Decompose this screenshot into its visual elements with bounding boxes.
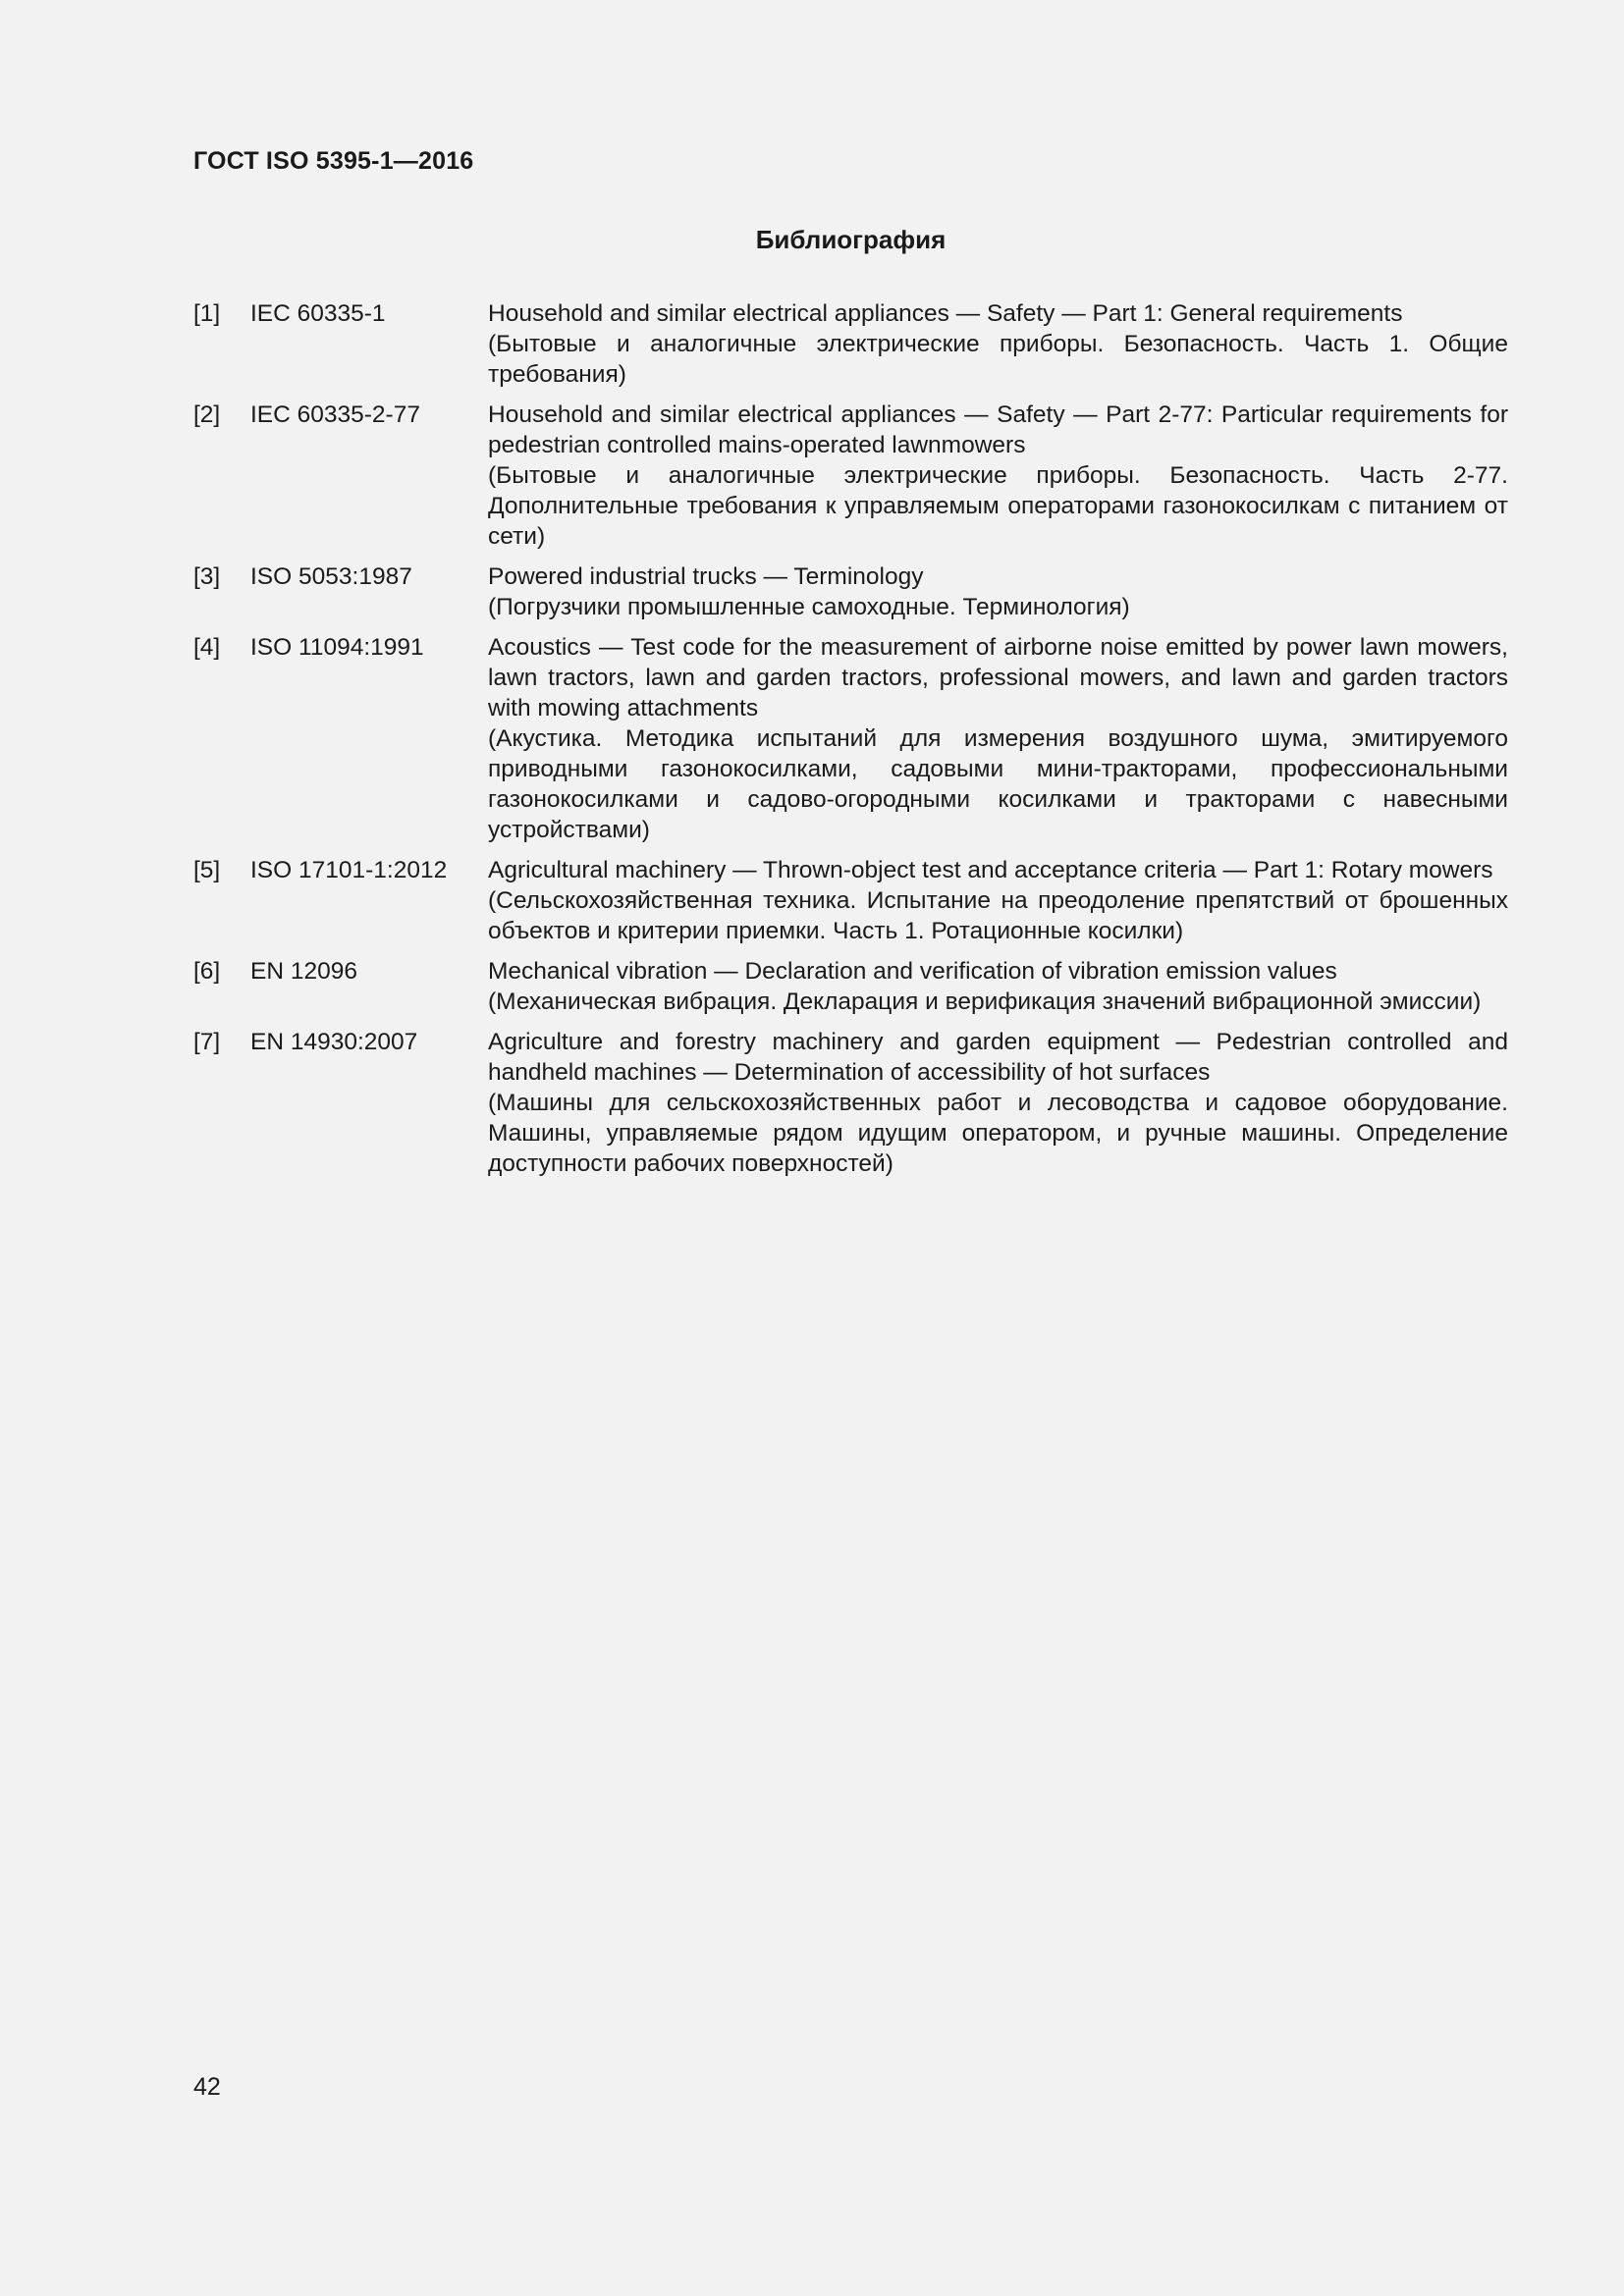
title-english: Household and similar electrical appliances — Safety — Part 2-77: Particular requirements for pedestrian controlled mains-operated lawnmowers xyxy=(488,401,1508,458)
title-english: Acoustics — Test code for the measurement of airborne noise emitted by power lawn mowers, lawn tractors, lawn and garden tractors, professional mowers, and lawn and garden tractors with mowing attachments xyxy=(488,634,1508,721)
bibliography-entry xyxy=(193,632,1508,845)
bibliography-entry xyxy=(193,298,1508,390)
standard-code: IEC 60335-2-77 xyxy=(250,401,420,428)
bibliography-entry xyxy=(193,400,1508,552)
entry-text xyxy=(488,298,1508,390)
title-russian: (Бытовые и аналогичные электрические приборы. Безопасность. Часть 2-77. Дополнительные требования к управляемым операторами газонокосилкам с питанием от сети) xyxy=(488,462,1508,550)
entry-number: [1] xyxy=(193,300,221,327)
entry-number: [5] xyxy=(193,857,221,883)
entry-number: [4] xyxy=(193,634,221,661)
title-english: Agricultural machinery — Thrown-object test and acceptance criteria — Part 1: Rotary mowers xyxy=(488,857,1493,883)
title-russian: (Акустика. Методика испытаний для измерения воздушного шума, эмитируемого приводными газонокосилками, садовыми мини-тракторами, профессиональными газонокосилками и садово-огородными косилками и тракторами с навесными устройствами) xyxy=(488,725,1508,843)
section-title: Библиография xyxy=(755,225,947,254)
standard-code: ISO 17101-1:2012 xyxy=(250,857,448,883)
entry-text xyxy=(488,561,1508,622)
standard-code: IEC 60335-1 xyxy=(250,300,386,327)
standard-code: EN 12096 xyxy=(250,958,357,985)
bibliography-entry xyxy=(193,855,1508,946)
standard-code: ISO 5053:1987 xyxy=(250,563,412,590)
entry-text xyxy=(488,855,1508,946)
title-russian: (Сельскохозяйственная техника. Испытание на преодоление препятствий от брошенных объектов и критерии приемки. Часть 1. Ротационные косилки) xyxy=(488,887,1508,944)
entry-number: [7] xyxy=(193,1029,221,1055)
entry-number: [3] xyxy=(193,563,221,590)
title-russian: (Машины для сельскохозяйственных работ и лесоводства и садовое оборудование. Машины, управляемые рядом идущим оператором, и ручные машины. Определение доступности рабочих поверхностей) xyxy=(488,1090,1508,1177)
title-english: Household and similar electrical appliances — Safety — Part 1: General requirements xyxy=(488,300,1403,327)
entry-number: [2] xyxy=(193,401,221,428)
bibliography-entry xyxy=(193,1027,1508,1179)
page-number: 42 xyxy=(193,2073,221,2101)
title-english: Powered industrial trucks — Terminology xyxy=(488,563,924,590)
entry-text xyxy=(488,1027,1508,1179)
bibliography-list xyxy=(193,298,1508,1189)
title-english: Mechanical vibration — Declaration and verification of vibration emission values xyxy=(488,958,1337,985)
standard-code: ISO 11094:1991 xyxy=(250,634,424,661)
bibliography-entry xyxy=(193,561,1508,622)
entry-text xyxy=(488,956,1508,1017)
document-header: ГОСТ ISO 5395-1—2016 xyxy=(193,147,474,175)
entry-text xyxy=(488,632,1508,845)
title-english: Agriculture and forestry machinery and garden equipment — Pedestrian controlled and handheld machines — Determination of accessibility of hot surfaces xyxy=(488,1029,1508,1086)
title-russian: (Бытовые и аналогичные электрические приборы. Безопасность. Часть 1. Общие требования) xyxy=(488,331,1508,388)
bibliography-entry xyxy=(193,956,1508,1017)
entry-number: [6] xyxy=(193,958,221,985)
title-russian: (Погрузчики промышленные самоходные. Терминология) xyxy=(488,594,1130,620)
entry-text xyxy=(488,400,1508,552)
title-russian: (Механическая вибрация. Декларация и верификация значений вибрационной эмиссии) xyxy=(488,988,1482,1015)
standard-code: EN 14930:2007 xyxy=(250,1029,418,1055)
